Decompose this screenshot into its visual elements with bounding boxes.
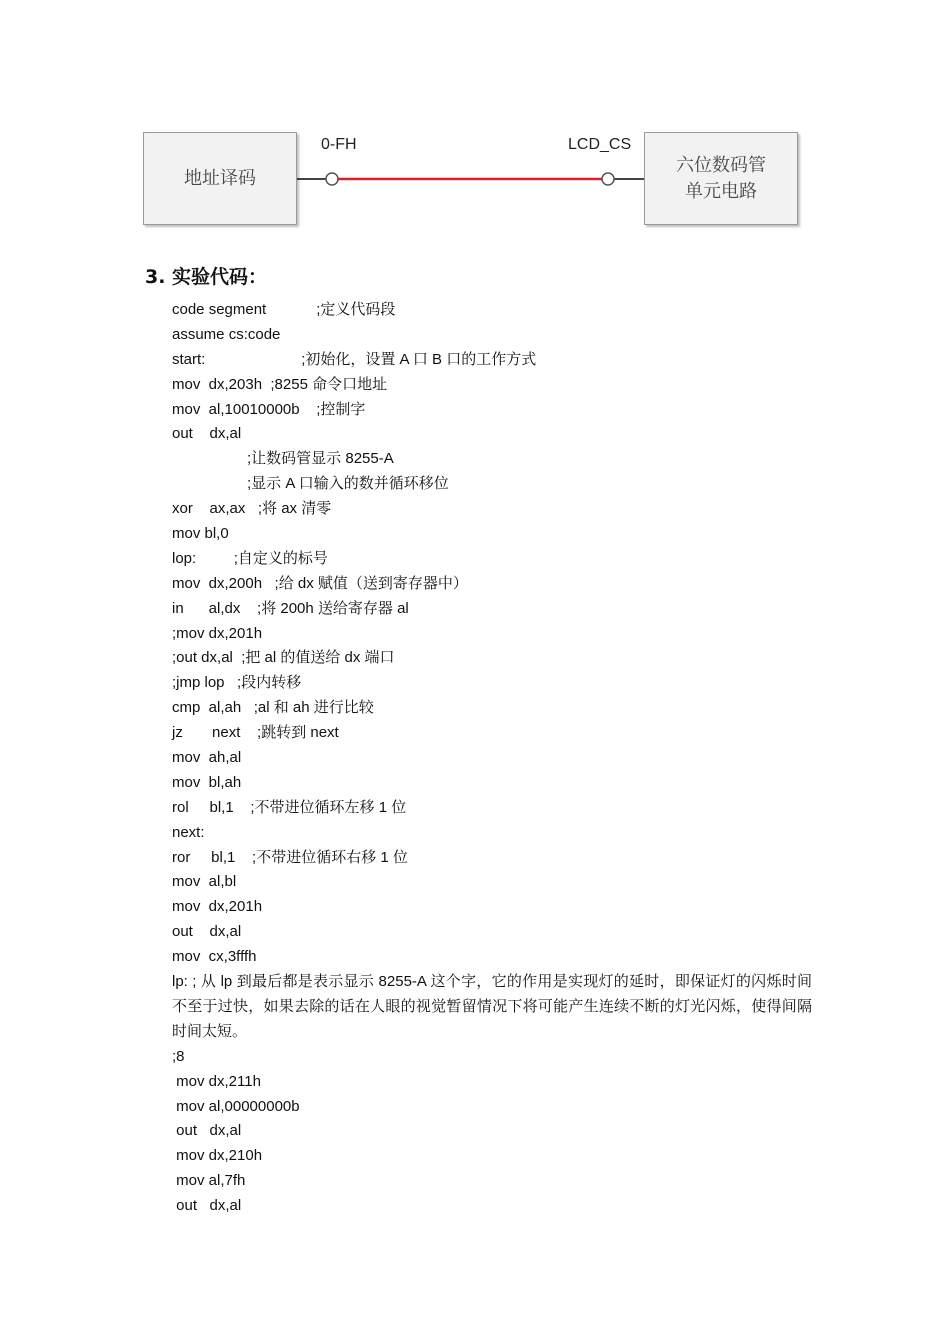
code-line: next:	[172, 823, 205, 841]
connection-diagram	[0, 0, 950, 240]
code-line: rol bl,1 ;不带进位循环左移 1 位	[172, 798, 407, 816]
address-decoder-label: 地址译码	[184, 167, 256, 189]
code-line: in al,dx ;将 200h 送给寄存器 al	[172, 599, 409, 617]
code-listing	[172, 298, 812, 1219]
code-line: mov ah,al	[172, 749, 242, 767]
code-line: mov bl,0	[172, 525, 229, 543]
code-line: ror bl,1 ;不带进位循环右移 1 位	[172, 848, 408, 866]
display-unit-label-line2: 单元电路	[685, 180, 757, 202]
code-line: out dx,al	[172, 425, 242, 443]
code-line: mov dx,211h	[172, 1072, 261, 1090]
code-line: mov dx,203h ;8255 命令口地址	[172, 375, 388, 393]
code-line: mov al,7fh	[172, 1172, 246, 1190]
address-decoder-box	[143, 132, 297, 225]
code-line: ;out dx,al ;把 al 的值送给 dx 端口	[172, 649, 395, 667]
display-unit-label-line1: 六位数码管	[676, 154, 766, 176]
code-line: start: ;初始化，设置 A 口 B 口的工作方式	[172, 350, 537, 368]
code-line: out dx,al	[172, 1122, 242, 1140]
code-line: xor ax,ax ;将 ax 清零	[172, 500, 332, 518]
code-line: mov bl,ah	[172, 773, 242, 791]
code-line: out dx,al	[172, 923, 242, 941]
code-line: ;mov dx,201h	[172, 624, 263, 642]
code-line: ;8	[172, 1047, 185, 1065]
display-unit-box	[644, 132, 798, 225]
code-line: assume cs:code	[172, 325, 281, 343]
code-line: lop: ;自定义的标号	[172, 549, 328, 567]
code-line: ;让数码管显示 8255-A	[172, 450, 394, 468]
code-line: mov al,10010000b ;控制字	[172, 400, 366, 418]
code-line: mov dx,200h ;给 dx 赋值（送到寄存器中）	[172, 574, 468, 592]
code-line: ;jmp lop ;段内转移	[172, 674, 302, 692]
code-line: mov dx,210h	[172, 1147, 263, 1165]
code-line: mov al,00000000b	[172, 1097, 300, 1115]
code-line: cmp al,ah ;al 和 ah 进行比较	[172, 699, 374, 717]
code-line: mov dx,201h	[172, 898, 263, 916]
section-heading: 3. 实验代码：	[145, 266, 268, 288]
code-line: mov cx,3fffh	[172, 948, 257, 966]
code-line: ;显示 A 口输入的数并循环移位	[172, 475, 449, 493]
code-line: mov al,bl	[172, 873, 237, 891]
code-line: code segment ;定义代码段	[172, 301, 396, 318]
lp-comment-paragraph: lp: ; 从 lp 到最后都是表示显示 8255-A 这个字，它的作用是实现灯的延时，即保证灯的闪烁时间不至于过快，如果去除的话在人眼的视觉暂留情况下将可能产生连续不断的灯光闪烁，使得间隔时间太短。	[172, 973, 812, 1040]
signal-label-left: 0-FH	[321, 136, 357, 153]
signal-label-right: LCD_CS	[568, 136, 632, 153]
code-line: out dx,al	[172, 1197, 242, 1215]
code-line: jz next ;跳转到 next	[172, 724, 339, 742]
